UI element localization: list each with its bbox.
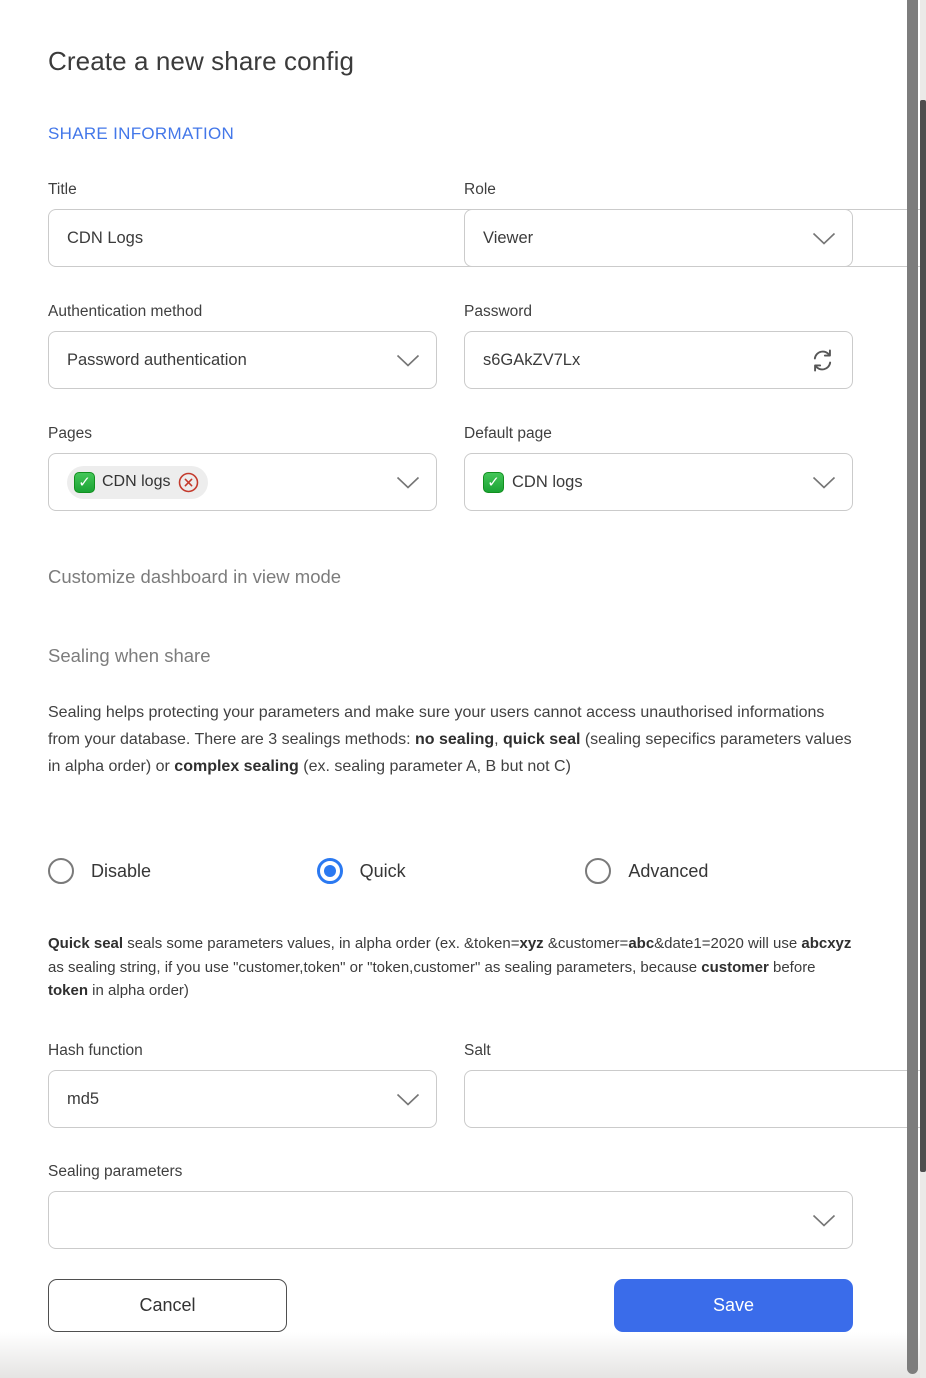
chevron-down-icon [812,232,836,245]
radio-icon [585,858,611,884]
sealing-mode-radio-group [48,858,854,884]
section-label-share-information: SHARE INFORMATION [48,124,235,143]
window-scrollbar-thumb[interactable] [920,100,926,1172]
sealing-option-label: Advanced [628,860,709,881]
sealing-option-quick[interactable] [317,858,586,884]
auth-method-select[interactable] [48,331,437,389]
bottom-edge-fade [0,1332,926,1378]
pages-selected-chips [67,466,386,499]
radio-icon [317,858,343,884]
pages-multiselect[interactable] [48,453,437,511]
remove-page-icon[interactable] [177,471,200,494]
sealing-option-label: Quick [359,860,406,881]
chevron-down-icon [812,1214,836,1227]
sealing-description: Sealing helps protecting your parameters and make sure your users cannot access unauthorised informations from your database. There are 3 sealings methods: no sealing, quick seal (sealing sepecifics parameters values in alpha order) or complex sealing (ex. sealing parameter A, B but not C) [48,704,852,775]
auth-method-value: Password authentication [67,350,247,369]
sealing-parameters-label: Sealing parameters [48,1163,183,1180]
default-page-label: Default page [464,425,552,442]
password-field[interactable] [464,331,853,389]
sealing-option-label: Disable [91,860,152,881]
page-title: Create a new share config [48,46,355,76]
sealing-option-advanced[interactable] [585,858,854,884]
auth-method-label: Authentication method [48,303,203,320]
save-button[interactable]: Save [614,1279,853,1332]
salt-input[interactable] [464,1070,926,1128]
role-label: Role [464,181,496,198]
chevron-down-icon [396,1093,420,1106]
chevron-down-icon [812,476,836,489]
page-chip-label: CDN logs [102,473,171,490]
checked-checkbox-icon: ✓ [483,472,504,493]
quick-seal-description: Quick seal seals some parameters values, in alpha order (ex. &token=xyz &customer=abc&date1=2020 will use abcxyz as sealing string, if you use "customer,token" or "token,customer" as sealing parameters, because customer before token in alpha order) [48,935,852,999]
cancel-button[interactable]: Cancel [48,1279,287,1332]
checked-checkbox-icon: ✓ [74,472,95,493]
title-label: Title [48,181,77,198]
sealing-option-disable[interactable] [48,858,317,884]
page-chip[interactable] [67,466,208,499]
default-page-select[interactable] [464,453,853,511]
regenerate-password-icon[interactable] [809,347,836,374]
chevron-down-icon [396,476,420,489]
sealing-when-share-heading: Sealing when share [48,645,211,666]
customize-dashboard-toggle[interactable]: Customize dashboard in view mode [48,566,342,587]
hash-function-select[interactable] [48,1070,437,1128]
role-value: Viewer [483,228,534,247]
chevron-down-icon [396,354,420,367]
sealing-parameters-select[interactable] [48,1191,853,1249]
salt-label: Salt [464,1042,491,1059]
hash-function-value: md5 [67,1089,100,1108]
modal-scrollbar-thumb[interactable] [907,0,918,1374]
password-value: s6GAkZV7Lx [483,350,581,369]
pages-label: Pages [48,425,92,442]
default-page-value: CDN logs [512,472,583,491]
password-label: Password [464,303,533,320]
radio-icon [48,858,74,884]
role-select[interactable] [464,209,853,267]
hash-function-label: Hash function [48,1042,143,1059]
